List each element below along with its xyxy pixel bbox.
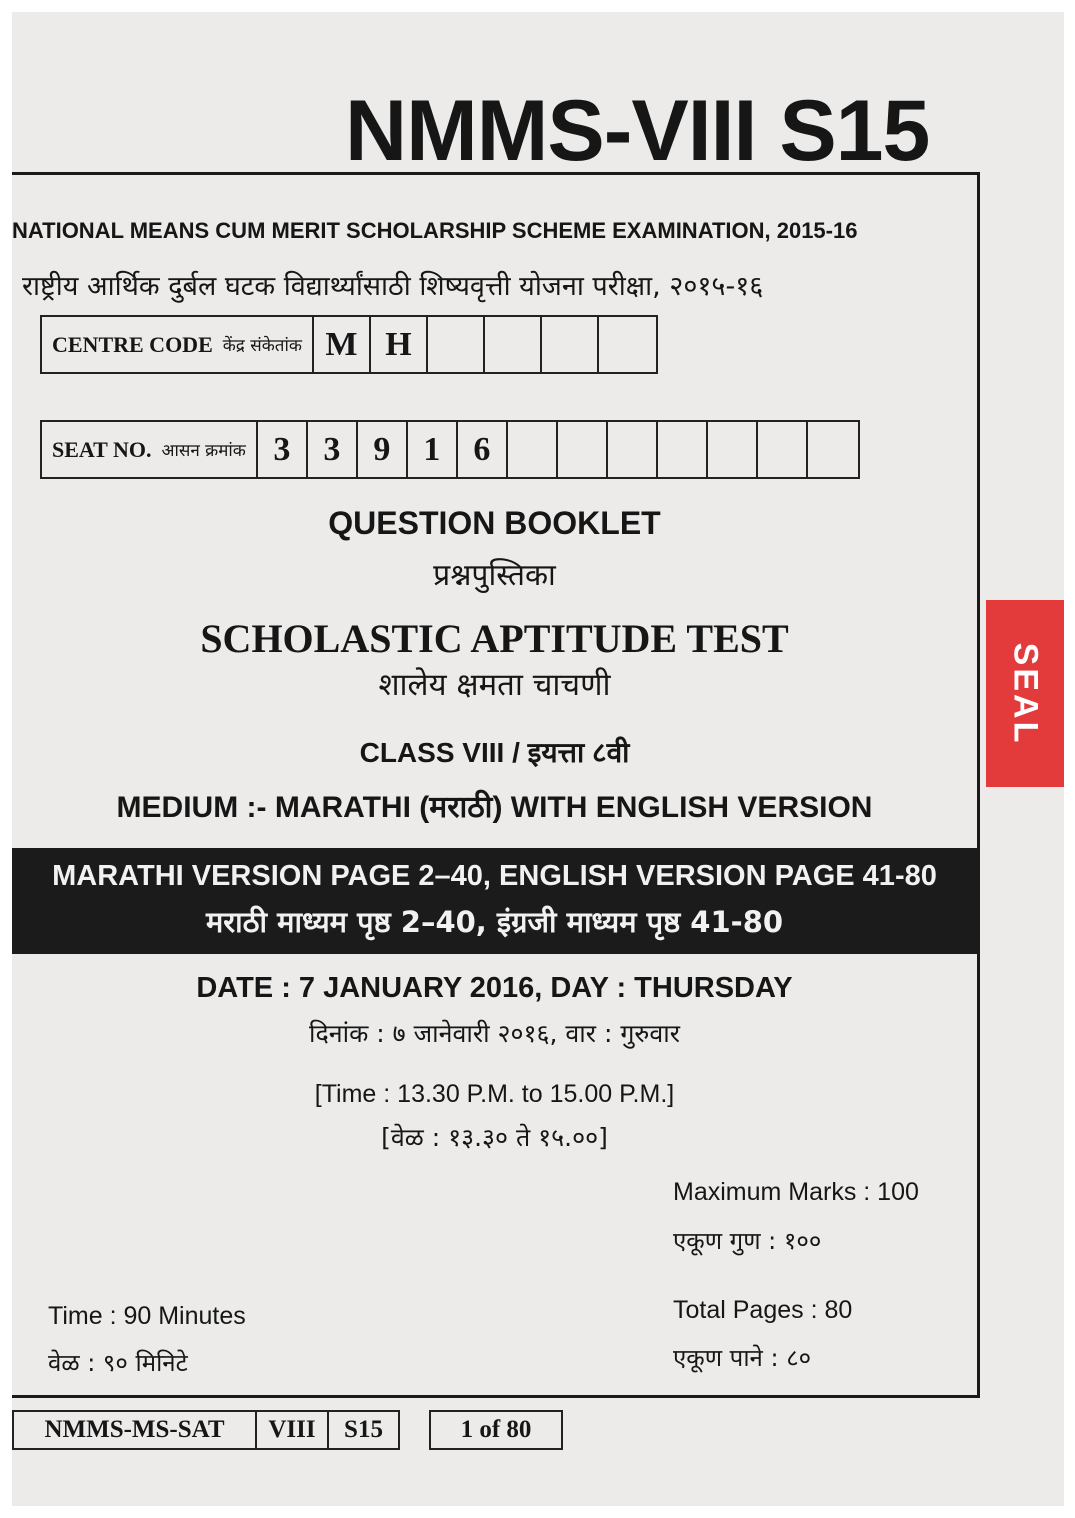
seat-number-cell (508, 422, 558, 477)
centre-code-cell: M (314, 317, 371, 372)
centre-code-cell: H (371, 317, 428, 372)
version-banner-marathi: मराठी माध्यम पृष्ठ 2–40, इंग्रजी माध्यम पृष्ठ 41-80 (205, 905, 784, 939)
seat-number-cell: 9 (358, 422, 408, 477)
centre-code-cell (599, 317, 656, 372)
seal-label: SEAL (1006, 642, 1045, 745)
medium-line: MEDIUM :- MARATHI (मराठी) WITH ENGLISH VERSION (116, 791, 873, 824)
seat-number-cell (558, 422, 608, 477)
version-banner (12, 848, 977, 954)
seat-number-label-mr: आसन क्रमांक (161, 441, 246, 461)
paper-code-title: NMMS-VIII S15 (345, 83, 930, 179)
seat-number-cell: 1 (408, 422, 458, 477)
exam-time: [Time : 13.30 P.M. to 15.00 P.M.] (314, 1080, 675, 1108)
version-banner-english: MARATHI VERSION PAGE 2–40, ENGLISH VERSION PAGE 41-80 (52, 860, 937, 892)
duration: Time : 90 Minutes (48, 1302, 246, 1330)
seat-number-cell: 3 (308, 422, 358, 477)
max-marks-mr: एकूण गुण : १०० (673, 1227, 822, 1255)
seat-number-cell: 3 (258, 422, 308, 477)
seat-number-box (40, 420, 860, 479)
booklet-code-set: S15 (344, 1416, 383, 1443)
page-number: 1 of 80 (460, 1416, 532, 1443)
question-booklet-heading-mr: प्रश्नपुस्तिका (433, 558, 556, 593)
booklet-code-class: VIII (257, 1412, 329, 1448)
max-marks: Maximum Marks : 100 (673, 1178, 919, 1206)
seat-number-label (42, 422, 258, 477)
test-name-mr: शालेय क्षमता चाचणी (378, 667, 611, 703)
seat-number-cell (758, 422, 808, 477)
exam-time-mr: [वेळ : १३.३० ते १५.००] (381, 1123, 608, 1152)
question-booklet-heading: QUESTION BOOKLET (328, 505, 661, 541)
centre-code-cell (485, 317, 542, 372)
seat-number-cell (658, 422, 708, 477)
seat-number-label-en: SEAT NO. (52, 436, 152, 462)
booklet-code-series: NMMS-MS-SAT (14, 1412, 257, 1448)
centre-code-label-mr: केंद्र संकेतांक (222, 336, 302, 356)
exam-name-english: NATIONAL MEANS CUM MERIT SCHOLARSHIP SCHEME EXAMINATION, 2015-16 (12, 218, 858, 243)
centre-code-box (40, 315, 658, 374)
exam-date-mr: दिनांक : ७ जानेवारी २०१६, वार : गुरुवार (309, 1019, 680, 1048)
exam-date: DATE : 7 JANUARY 2016, DAY : THURSDAY (196, 972, 793, 1004)
duration-mr: वेळ : ९० मिनिटे (48, 1349, 188, 1377)
booklet-code-tag (12, 1410, 400, 1450)
centre-code-cell (542, 317, 599, 372)
centre-code-cell (428, 317, 485, 372)
seat-number-cell (808, 422, 858, 477)
total-pages: Total Pages : 80 (673, 1296, 853, 1324)
seal-sticker (986, 600, 1064, 787)
page-number-tag (429, 1410, 563, 1450)
seat-number-cell: 6 (458, 422, 508, 477)
seat-number-cell (608, 422, 658, 477)
centre-code-label (42, 317, 314, 372)
exam-name-marathi: राष्ट्रीय आर्थिक दुर्बल घटक विद्यार्थ्यांसाठी शिष्यवृत्ती योजना परीक्षा, २०१५-१६ (22, 271, 764, 302)
class-line: CLASS VIII / इयत्ता ८वी (359, 737, 630, 768)
centre-code-label-en: CENTRE CODE (52, 331, 213, 357)
total-pages-mr: एकूण पाने : ८० (673, 1344, 812, 1372)
seat-number-cell (708, 422, 758, 477)
test-name: SCHOLASTIC APTITUDE TEST (200, 616, 789, 661)
